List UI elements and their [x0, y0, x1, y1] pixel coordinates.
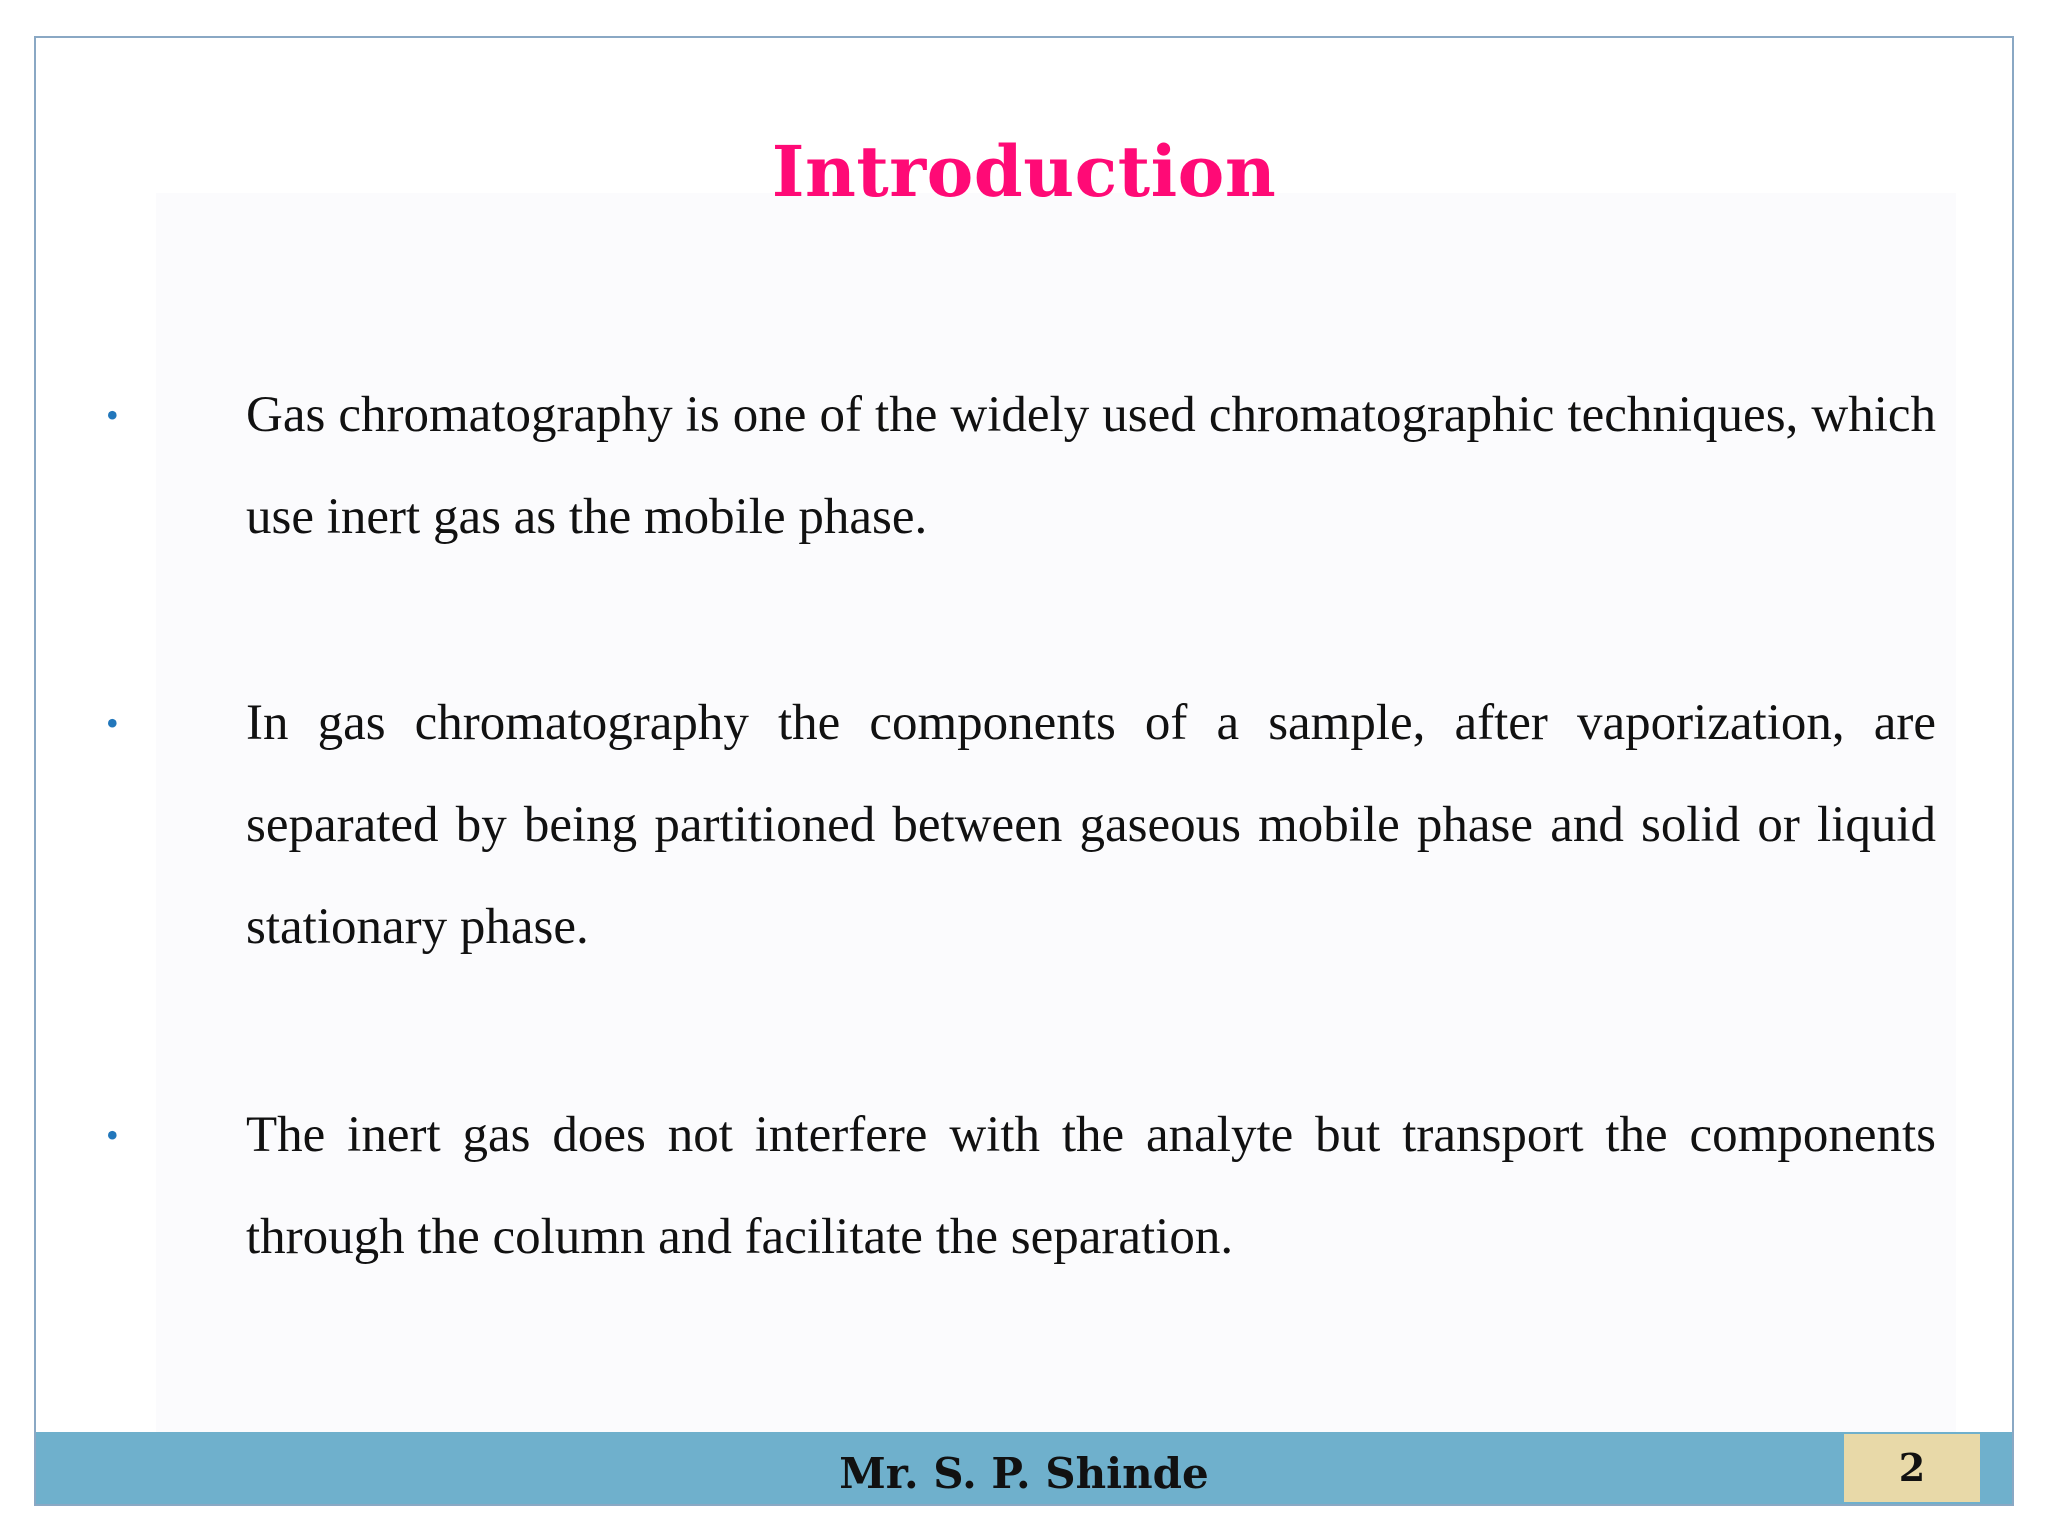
bullet-text: Gas chromatography is one of the widely used chromatographic techniques, which use inert gas as the mobile phase.: [246, 387, 1936, 545]
page-number: 2: [1844, 1434, 1980, 1502]
bullet-icon: •: [106, 703, 119, 743]
slide-title: Introduction: [771, 130, 1277, 213]
footer-bar: [36, 1432, 2012, 1504]
footer-author: Mr. S. P. Shinde: [839, 1449, 1209, 1498]
bullet-text: The inert gas does not interfere with the analyte but transport the components through the column and facilitate the separation.: [246, 1107, 1936, 1265]
bullet-text: In gas chromatography the components of a sample, after vaporization, are separated by being partitioned between gaseous mobile phase and solid or liquid stationary phase.: [246, 695, 1936, 955]
bullet-icon: •: [106, 395, 119, 435]
slide: [34, 36, 2014, 1506]
bullet-icon: •: [106, 1115, 119, 1155]
